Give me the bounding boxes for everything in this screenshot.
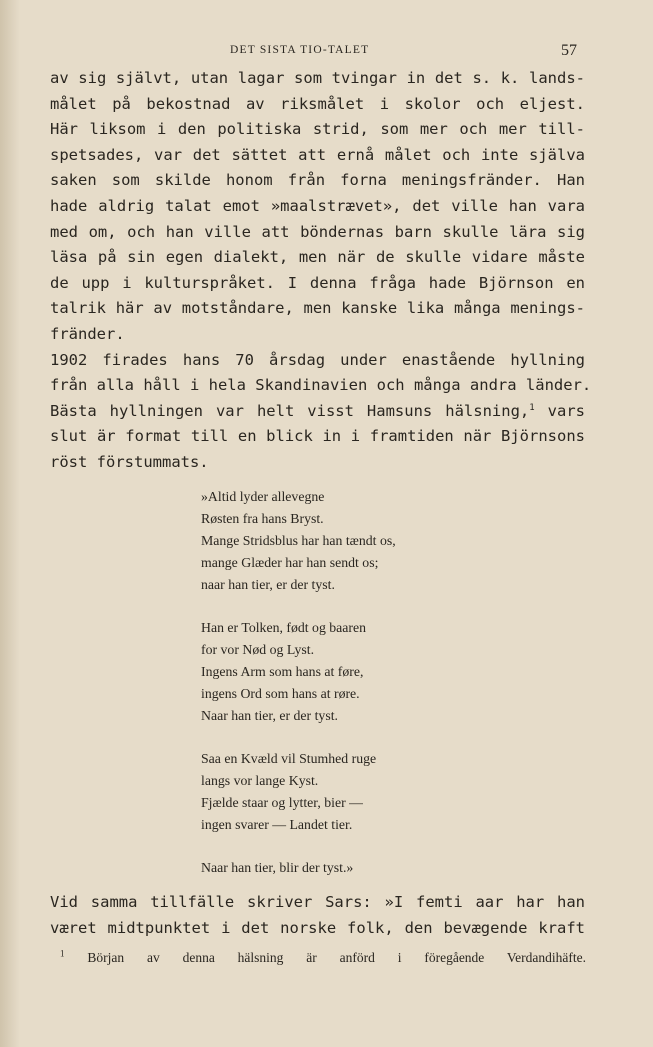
running-header [0,44,653,64]
body-line: 1902 firades hans 70 årsdag under enastående hyllning [50,350,585,369]
poem-line: Saa en Kvæld vil Stumhed ruge [201,751,377,766]
poem-line: ingen svarer — Landet tier. [201,817,353,832]
poem-line: Mange Stridsblus har han tændt os, [201,533,396,548]
body-line: av sig självt, utan lagar som tvingar in det s. k. lands- [50,69,585,87]
body-line: talrik här av motståndare, men kanske lika många menings- [50,299,585,318]
poem-line: Røsten fra hans Bryst. [201,511,324,526]
poem-line: Naar han tier, blir der tyst.» [201,860,354,875]
poem-line: for vor Nød og Lyst. [201,642,315,657]
body-line-text: Bästa hyllningen var helt visst Hamsuns hälsning, [50,401,530,420]
running-title: DET SISTA TIO-TALET [230,44,370,56]
poem-stanza [201,748,521,836]
body-line: slut är format till en blick in i framtiden när Björnsons [50,427,585,446]
body-line: fränder. [50,324,125,343]
poem-stanza [201,857,521,879]
closing-paragraph [50,890,585,941]
main-paragraphs [50,66,592,476]
poem-line: Ingens Arm som hans at føre, [201,664,364,679]
poem-line: mange Glæder har han sendt os; [201,555,379,570]
page-edge-shadow [0,0,20,1047]
body-line: målet på bekostnad av riksmålet i skolor och eljest. [50,94,585,113]
body-line: spetsades, var det sättet att ernå målet och inte själva [50,145,585,164]
poem-line: langs vor lange Kyst. [201,773,319,788]
body-line: läsa på sin egen dialekt, men när de skulle vidare måste [50,248,585,267]
poem-line: Han er Tolken, født og baaren [201,620,367,635]
body-line: Vid samma tillfälle skriver Sars: »I femti aar har han [50,893,585,911]
body-line: från alla håll i hela Skandinavien och många andra länder. [50,376,592,395]
poem-line: Fjælde staar og lytter, bier — [201,795,363,810]
body-line-with-footnote [50,399,585,425]
body-line: Här liksom i den politiska strid, som mer och mer till- [50,120,585,139]
body-line: hade aldrig talat emot »maalstrævet», det ville han vara [50,196,585,215]
poem-line: »Altid lyder allevegne [201,489,325,504]
body-line: med om, och han ville att böndernas barn skulle lära sig [50,222,585,241]
poem-line: ingens Ord som hans at røre. [201,686,360,701]
body-line: de upp i kulturspråket. I denna fråga hade Björnson en [50,273,585,292]
quoted-poem [201,486,521,900]
footnote-text: Början av denna hälsning är anförd i föregående Verdandihäfte. [87,950,587,965]
body-line: saken som skilde honom från forna meningsfränder. Han [50,171,585,190]
poem-line: Naar han tier, er der tyst. [201,708,338,723]
footnote [60,950,586,966]
poem-stanza [201,617,521,727]
body-line: röst förstummats. [50,452,209,471]
poem-stanza [201,486,521,596]
footnote-reference[interactable]: 1 [529,402,535,413]
body-line: været midtpunktet i det norske folk, den bevægende kraft [50,918,585,937]
poem-line: naar han tier, er der tyst. [201,577,335,592]
footnote-marker: 1 [60,948,65,959]
page-number: 57 [561,42,577,59]
body-line-tail: vars [534,401,585,420]
